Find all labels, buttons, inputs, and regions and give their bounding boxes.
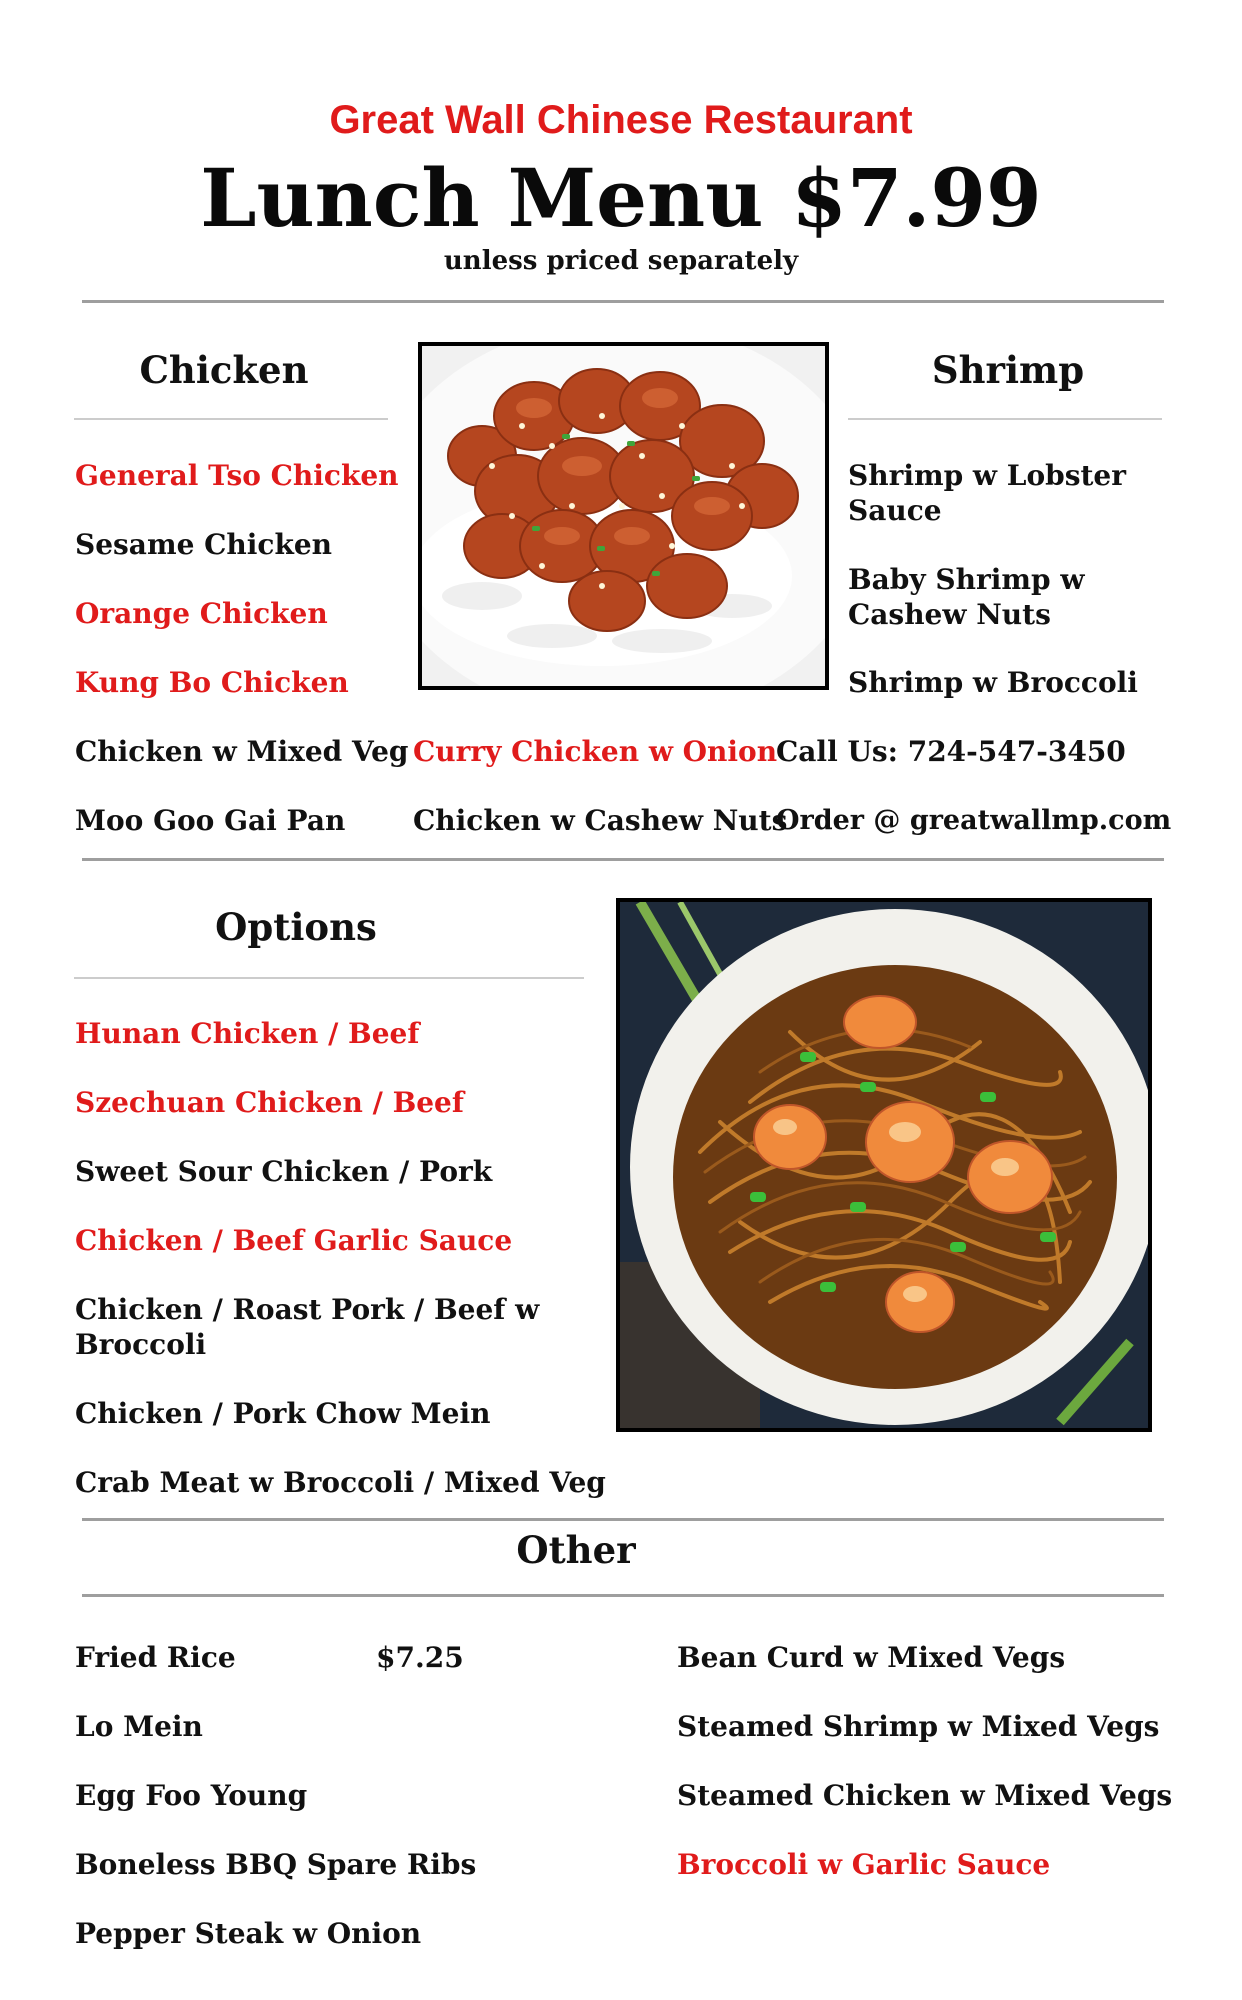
menu-item: Sesame Chicken (75, 528, 333, 561)
divider-middle (82, 858, 1164, 861)
restaurant-name: Great Wall Chinese Restaurant (329, 98, 913, 142)
menu-item: Moo Goo Gai Pan (75, 804, 346, 837)
menu-item: Broccoli w Garlic Sauce (677, 1848, 1051, 1881)
menu-item: Lo Mein (75, 1710, 203, 1743)
divider-top (82, 300, 1164, 303)
menu-item: Sweet Sour Chicken / Pork (75, 1155, 493, 1188)
menu-item: Chicken / Pork Chow Mein (75, 1397, 491, 1430)
menu-item: Kung Bo Chicken (75, 666, 349, 699)
other-section-title: Other (516, 1528, 636, 1572)
chicken-section-title: Chicken (139, 348, 309, 392)
menu-item: Baby Shrimp w Cashew Nuts (848, 563, 1085, 631)
shrimp-section-title: Shrimp (931, 348, 1085, 392)
page-title: Lunch Menu $7.99 (200, 151, 1042, 245)
general-tso-chicken-photo (418, 342, 829, 690)
menu-item: Hunan Chicken / Beef (75, 1017, 420, 1050)
menu-item: Chicken / Roast Pork / Beef w Broccoli (75, 1293, 540, 1361)
menu-item: Egg Foo Young (75, 1779, 308, 1812)
menu-item: Shrimp w Lobster Sauce (848, 459, 1126, 527)
contact-phone: Call Us: 724-547-3450 (776, 735, 1126, 768)
menu-item: General Tso Chicken (75, 459, 399, 492)
options-divider (74, 977, 584, 979)
contact-order: Order @ greatwallmp.com (776, 805, 1172, 836)
menu-item: Bean Curd w Mixed Vegs (677, 1641, 1066, 1674)
menu-item: Orange Chicken (75, 597, 328, 630)
page-subtitle: unless priced separately (443, 246, 799, 276)
menu-item: Szechuan Chicken / Beef (75, 1086, 464, 1119)
menu-item: Chicken w Cashew Nuts (413, 804, 788, 837)
menu-item: Steamed Shrimp w Mixed Vegs (677, 1710, 1160, 1743)
noodle-bowl-illustration (620, 902, 1148, 1428)
menu-item: Pepper Steak w Onion (75, 1917, 422, 1950)
menu-item: Boneless BBQ Spare Ribs (75, 1848, 477, 1881)
divider-other-bottom (82, 1594, 1164, 1597)
menu-item: Crab Meat w Broccoli / Mixed Veg (75, 1466, 606, 1499)
menu-item-price: $7.25 (376, 1641, 464, 1674)
options-section-title: Options (215, 905, 377, 949)
menu-item: Steamed Chicken w Mixed Vegs (677, 1779, 1173, 1812)
menu-item: Curry Chicken w Onion (413, 735, 778, 768)
menu-item: Chicken w Mixed Veg (75, 735, 409, 768)
shrimp-divider (848, 418, 1162, 420)
shrimp-chow-mein-photo (616, 898, 1152, 1432)
chicken-dish-illustration (422, 346, 825, 686)
menu-item: Fried Rice (75, 1641, 236, 1674)
chicken-divider (74, 418, 388, 420)
menu-item: Chicken / Beef Garlic Sauce (75, 1224, 513, 1257)
menu-item: Shrimp w Broccoli (848, 666, 1138, 699)
divider-other-top (82, 1518, 1164, 1521)
